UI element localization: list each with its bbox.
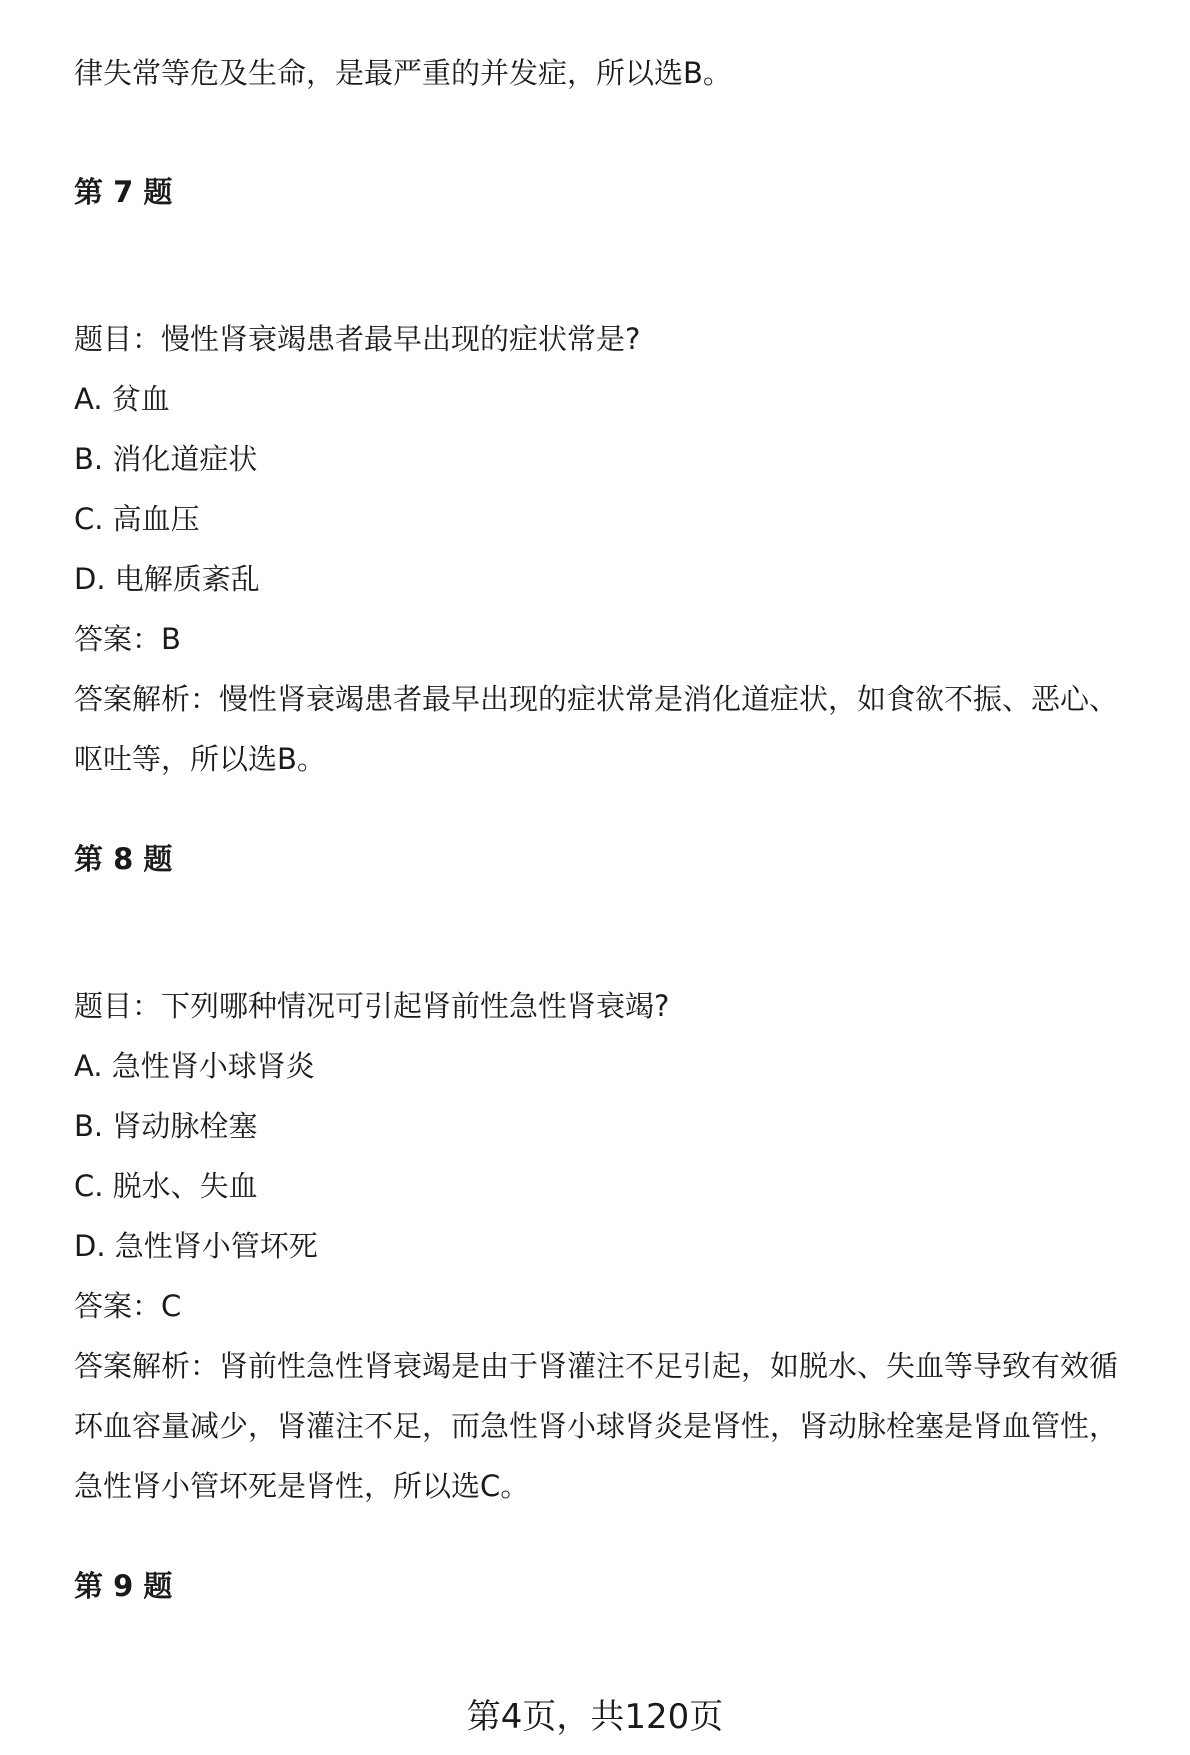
question-7-stem: 题目：慢性肾衰竭患者最早出现的症状常是?: [74, 322, 641, 356]
question-8-answer: 答案：C: [74, 1289, 182, 1323]
question-7-heading: 第 7 题: [74, 175, 173, 209]
question-7-option-a: A. 贫血: [74, 382, 170, 416]
question-8-analysis-line-3: 急性肾小管坏死是肾性，所以选C。: [74, 1469, 530, 1503]
question-9-heading: 第 9 题: [74, 1569, 173, 1603]
question-7-option-d: D. 电解质紊乱: [74, 562, 260, 596]
page-footer: 第4页，共120页: [466, 1697, 724, 1737]
question-8-option-c: C. 脱水、失血: [74, 1169, 258, 1203]
continuation-text: 律失常等危及生命，是最严重的并发症，所以选B。: [74, 56, 732, 90]
question-7-option-b: B. 消化道症状: [74, 442, 258, 476]
question-7-analysis-line-1: 答案解析：慢性肾衰竭患者最早出现的症状常是消化道症状，如食欲不振、恶心、: [74, 682, 1119, 716]
question-8-stem: 题目：下列哪种情况可引起肾前性急性肾衰竭?: [74, 989, 670, 1023]
question-8-option-d: D. 急性肾小管坏死: [74, 1229, 318, 1263]
question-8-analysis-line-1: 答案解析：肾前性急性肾衰竭是由于肾灌注不足引起，如脱水、失血等导致有效循: [74, 1349, 1119, 1383]
page-content: [74, 0, 1154, 1616]
question-8-heading: 第 8 题: [74, 842, 173, 876]
question-7-answer: 答案：B: [74, 622, 181, 656]
question-7-option-c: C. 高血压: [74, 502, 200, 536]
question-7-analysis-line-2: 呕吐等，所以选B。: [74, 742, 326, 776]
question-8-option-a: A. 急性肾小球肾炎: [74, 1049, 315, 1083]
question-8-analysis-line-2: 环血容量减少，肾灌注不足，而急性肾小球肾炎是肾性，肾动脉栓塞是肾血管性，: [74, 1409, 1119, 1443]
question-8-option-b: B. 肾动脉栓塞: [74, 1109, 258, 1143]
